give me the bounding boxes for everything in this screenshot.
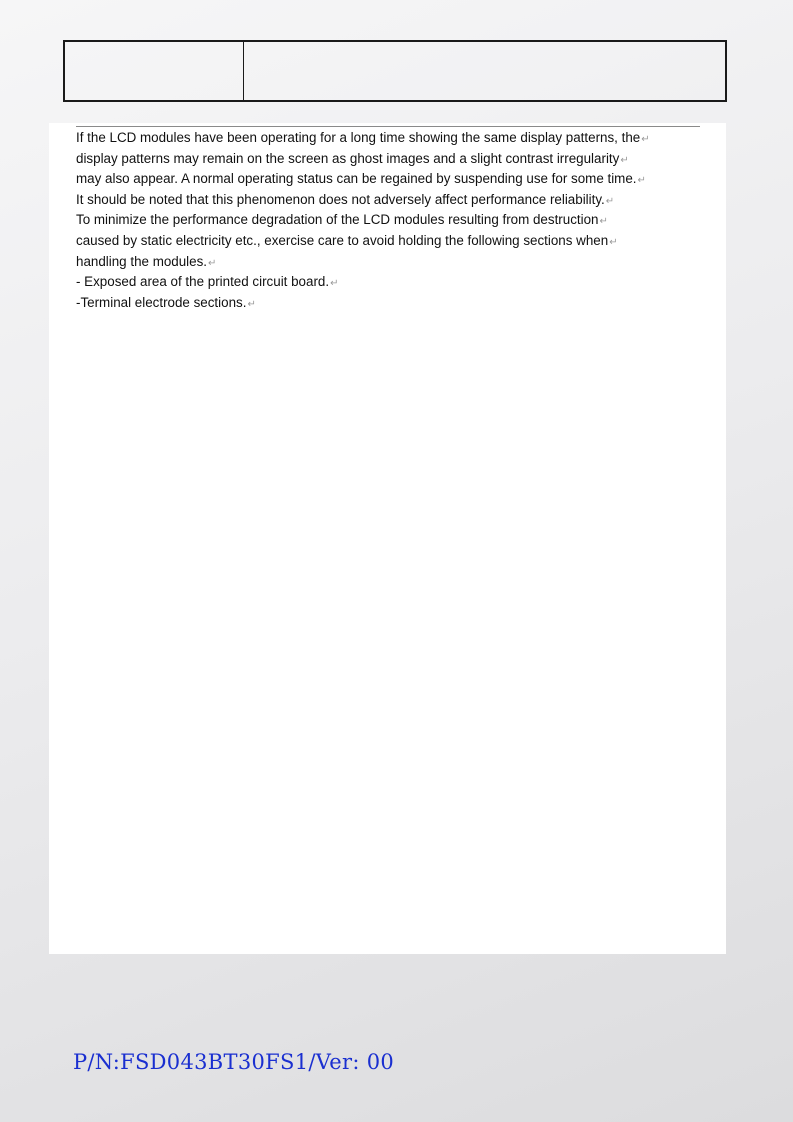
paragraph-mark-icon: ↵ (637, 175, 646, 187)
header-cell-left (65, 42, 244, 100)
part-number-footer: P/N:FSD043BT30FS1/Ver: 00 (73, 1050, 395, 1074)
paragraph-mark-icon: ↵ (620, 154, 629, 166)
top-rule (76, 126, 700, 127)
text-line: caused by static electricity etc., exercise care to avoid holding the following sections when↵ (76, 232, 618, 248)
text-line: -Terminal electrode sections.↵ (76, 294, 256, 310)
paragraph-mark-icon: ↵ (605, 195, 615, 207)
paragraph-mark-icon: ↵ (599, 216, 608, 228)
text-line: If the LCD modules have been operating for a long time showing the same display patterns, the↵ (76, 130, 650, 145)
text-line: To minimize the performance degradation of the LCD modules resulting from destruction↵ (76, 212, 608, 228)
paragraph-mark-icon: ↵ (641, 134, 650, 145)
paragraph-mark-icon: ↵ (330, 278, 339, 290)
text-line: display patterns may remain on the screen as ghost images and a slight contrast irregularity↵ (76, 150, 629, 166)
paragraph-mark-icon: ↵ (609, 236, 618, 248)
paragraph-mark-icon: ↵ (208, 257, 217, 269)
paragraph-mark-icon: ↵ (247, 298, 256, 310)
text-line: handling the modules.↵ (76, 253, 217, 269)
text-line: - Exposed area of the printed circuit board.↵ (76, 274, 339, 290)
header-cell-right (244, 42, 725, 100)
body-text (76, 129, 716, 314)
text-line: It should be noted that this phenomenon does not adversely affect performance reliability.↵ (76, 191, 615, 207)
text-line: may also appear. A normal operating status can be regained by suspending use for some time.↵ (76, 171, 646, 187)
header-table (63, 40, 727, 102)
content-panel (49, 123, 726, 954)
